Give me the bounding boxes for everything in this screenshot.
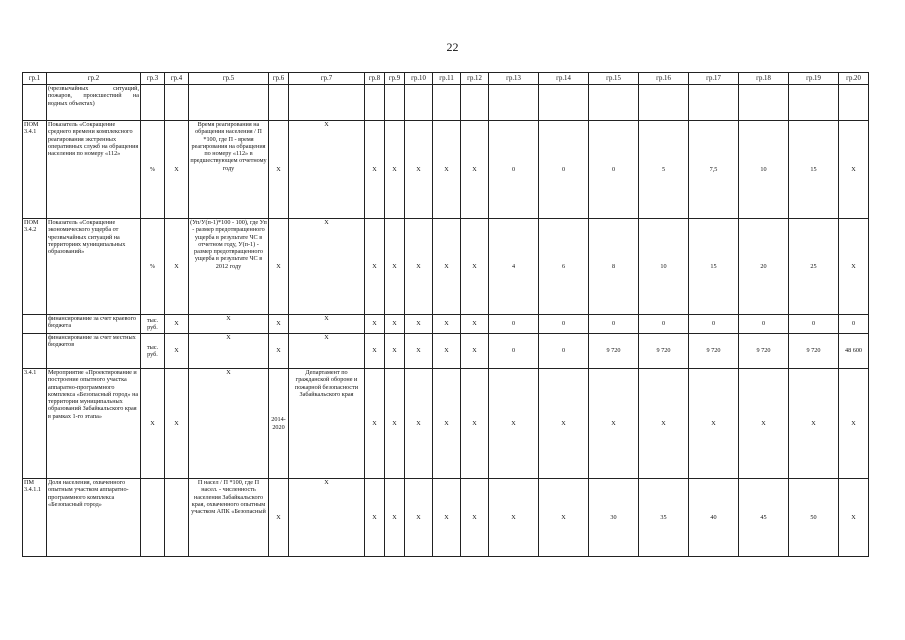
table-cell: Х: [433, 369, 461, 479]
table-cell: ПОМ 3.4.2: [23, 219, 47, 315]
table-cell: [365, 85, 385, 121]
table-cell: Х: [165, 121, 189, 219]
table-cell: П насел / П *100, где П насел. - численность населения Забайкальского края, охваченного опытным участком АПК «Безопасный: [189, 479, 269, 557]
table-cell: Х: [385, 479, 405, 557]
table-cell: [289, 85, 365, 121]
table-row: [23, 315, 869, 334]
table-row: [23, 479, 869, 557]
table-cell: Х: [385, 369, 405, 479]
table-cell: [489, 85, 539, 121]
table-cell: [23, 334, 47, 369]
table-row: [23, 85, 869, 121]
table-cell: Х: [433, 479, 461, 557]
table-row: [23, 121, 869, 219]
table-cell: %: [141, 219, 165, 315]
column-header: гр.11: [433, 73, 461, 85]
table-cell: 15: [689, 219, 739, 315]
table-cell: %: [141, 121, 165, 219]
table-cell: 0: [589, 121, 639, 219]
table-cell: 9 720: [589, 334, 639, 369]
table-cell: [269, 85, 289, 121]
table-cell: [141, 85, 165, 121]
column-header: гр.5: [189, 73, 269, 85]
column-header: гр.4: [165, 73, 189, 85]
column-header: гр.15: [589, 73, 639, 85]
table-cell: 0: [489, 334, 539, 369]
column-header: гр.18: [739, 73, 789, 85]
table-cell: Х: [839, 479, 869, 557]
table-cell: Х: [405, 219, 433, 315]
table-cell: 50: [789, 479, 839, 557]
column-header: гр.16: [639, 73, 689, 85]
table-cell: 25: [789, 219, 839, 315]
table-cell: Х: [639, 369, 689, 479]
table-cell: Х: [165, 334, 189, 369]
table-cell: Х: [789, 369, 839, 479]
table-cell: (Уп/У(п-1)*100 - 100), где Уп - размер предотвращенного ущерба в результате ЧС в отчетном году, У(п-1) - размер предотвращенного ущерба в результате ЧС в 2012 году: [189, 219, 269, 315]
table-cell: 10: [739, 121, 789, 219]
table-cell: Х: [365, 369, 385, 479]
table-cell: [23, 85, 47, 121]
table-cell: 0: [739, 315, 789, 334]
table-cell: Х: [385, 219, 405, 315]
page-number: 22: [446, 40, 459, 54]
table-cell: Х: [269, 121, 289, 219]
table-cell: 0: [689, 315, 739, 334]
table-cell: Х: [165, 315, 189, 334]
table-cell: Х: [289, 334, 365, 369]
table-cell: 2014-2020: [269, 369, 289, 479]
table-cell: Х: [461, 121, 489, 219]
column-header: гр.13: [489, 73, 539, 85]
table-cell: Х: [385, 334, 405, 369]
column-header: гр.17: [689, 73, 739, 85]
table-cell: Х: [461, 369, 489, 479]
table-cell: Х: [189, 315, 269, 334]
table-cell: Х: [165, 219, 189, 315]
table-cell: Х: [461, 219, 489, 315]
table-cell: (чрезвычайных ситуаций, пожаров, происшествий на водных объектах): [47, 85, 141, 121]
table-cell: [539, 85, 589, 121]
table-cell: Х: [269, 334, 289, 369]
indicators-table: [22, 72, 869, 557]
column-header: гр.19: [789, 73, 839, 85]
table-cell: [789, 85, 839, 121]
table-cell: Х: [365, 315, 385, 334]
table-cell: [689, 85, 739, 121]
table-cell: 0: [589, 315, 639, 334]
table-cell: 0: [639, 315, 689, 334]
table-cell: Х: [539, 369, 589, 479]
table-cell: Х: [433, 121, 461, 219]
table-cell: 45: [739, 479, 789, 557]
table-cell: Х: [405, 121, 433, 219]
table-cell: Х: [189, 369, 269, 479]
table-cell: [165, 479, 189, 557]
table-cell: Показатель «Сокращение среднего времени комплексного реагирования экстренных оперативных служб на обращения населения по номеру «112»: [47, 121, 141, 219]
table-cell: 0: [539, 121, 589, 219]
table-cell: Х: [365, 479, 385, 557]
table-cell: [165, 85, 189, 121]
table-cell: Х: [269, 315, 289, 334]
column-header: гр.7: [289, 73, 365, 85]
table-cell: 0: [539, 315, 589, 334]
column-header: гр.12: [461, 73, 489, 85]
table-cell: Х: [839, 219, 869, 315]
table-cell: 3.4.1: [23, 369, 47, 479]
table-cell: Х: [489, 369, 539, 479]
table-cell: Х: [405, 479, 433, 557]
table-cell: Департамент по гражданской обороне и пожарной безопасности Забайкальского края: [289, 369, 365, 479]
table-cell: Х: [189, 334, 269, 369]
table-cell: Х: [689, 369, 739, 479]
table-cell: Х: [365, 334, 385, 369]
table-cell: Х: [461, 334, 489, 369]
table-cell: 6: [539, 219, 589, 315]
table-cell: 48 600: [839, 334, 869, 369]
table-cell: [589, 85, 639, 121]
header-row: [23, 73, 869, 85]
table-cell: [839, 85, 869, 121]
table-cell: Х: [433, 315, 461, 334]
table-cell: 30: [589, 479, 639, 557]
table-cell: 20: [739, 219, 789, 315]
table-cell: Х: [289, 219, 365, 315]
column-header: гр.2: [47, 73, 141, 85]
table-cell: Х: [539, 479, 589, 557]
table-cell: 9 720: [689, 334, 739, 369]
table-cell: [639, 85, 689, 121]
table-cell: [23, 315, 47, 334]
table-cell: [189, 85, 269, 121]
table-row: [23, 219, 869, 315]
table-cell: [385, 85, 405, 121]
table-cell: Доля населения, охваченного опытным участком аппаратно-программного комплекса «Безопасный город»: [47, 479, 141, 557]
column-header: гр.9: [385, 73, 405, 85]
column-header: гр.8: [365, 73, 385, 85]
column-header: гр.3: [141, 73, 165, 85]
table-cell: Х: [365, 121, 385, 219]
table-cell: Х: [289, 121, 365, 219]
table-cell: Х: [739, 369, 789, 479]
table-cell: Х: [405, 334, 433, 369]
table-cell: Х: [385, 121, 405, 219]
column-header: гр.1: [23, 73, 47, 85]
table-cell: Х: [489, 479, 539, 557]
table-cell: Х: [269, 219, 289, 315]
table-cell: Время реагирования на обращения населения / П *100, где П - время реагирования на обращения по номеру «112» в предшествующем отчетному году: [189, 121, 269, 219]
table-cell: Показатель «Сокращение экономического ущерба от чрезвычайных ситуаций на территориях муниципальных образований»: [47, 219, 141, 315]
column-header: гр.10: [405, 73, 433, 85]
table-cell: тыс. руб.: [141, 334, 165, 369]
table-cell: Х: [405, 369, 433, 479]
table-cell: 15: [789, 121, 839, 219]
table-cell: 5: [639, 121, 689, 219]
table-cell: [461, 85, 489, 121]
table-cell: ПМ 3.4.1.1: [23, 479, 47, 557]
table-cell: Х: [461, 315, 489, 334]
table-cell: 0: [489, 121, 539, 219]
table-cell: 9 720: [639, 334, 689, 369]
table-cell: Х: [289, 479, 365, 557]
table-cell: 4: [489, 219, 539, 315]
table-cell: 0: [789, 315, 839, 334]
table-cell: 0: [839, 315, 869, 334]
table-cell: 40: [689, 479, 739, 557]
table-cell: [141, 479, 165, 557]
table-cell: 7,5: [689, 121, 739, 219]
table-cell: тыс. руб.: [141, 315, 165, 334]
table-cell: финансирование за счет местных бюджетов: [47, 334, 141, 369]
table-cell: Х: [433, 219, 461, 315]
table-cell: [405, 85, 433, 121]
column-header: гр.20: [839, 73, 869, 85]
table-row: [23, 369, 869, 479]
table-cell: ПОМ 3.4.1: [23, 121, 47, 219]
table-row: [23, 334, 869, 369]
table-cell: Х: [405, 315, 433, 334]
table-cell: Х: [289, 315, 365, 334]
table-cell: Х: [839, 121, 869, 219]
table-cell: Х: [589, 369, 639, 479]
table-cell: Х: [165, 369, 189, 479]
table-cell: Х: [141, 369, 165, 479]
table-cell: 35: [639, 479, 689, 557]
table-cell: Мероприятие «Проектирование и построение опытного участка аппаратно-программного комплекса «Безопасный город» на территории муниципальных образований Забайкальского края в рамках 1-го этапа»: [47, 369, 141, 479]
table-cell: Х: [269, 479, 289, 557]
table-cell: 0: [539, 334, 589, 369]
table-cell: 10: [639, 219, 689, 315]
table-cell: Х: [365, 219, 385, 315]
table-cell: [433, 85, 461, 121]
table-cell: Х: [461, 479, 489, 557]
table-cell: финансирование за счет краевого бюджета: [47, 315, 141, 334]
column-header: гр.14: [539, 73, 589, 85]
table-cell: Х: [839, 369, 869, 479]
table-cell: 0: [489, 315, 539, 334]
table-cell: [739, 85, 789, 121]
table-cell: 9 720: [789, 334, 839, 369]
table-cell: 9 720: [739, 334, 789, 369]
table-cell: 8: [589, 219, 639, 315]
table-cell: Х: [385, 315, 405, 334]
column-header: гр.6: [269, 73, 289, 85]
table-cell: Х: [433, 334, 461, 369]
